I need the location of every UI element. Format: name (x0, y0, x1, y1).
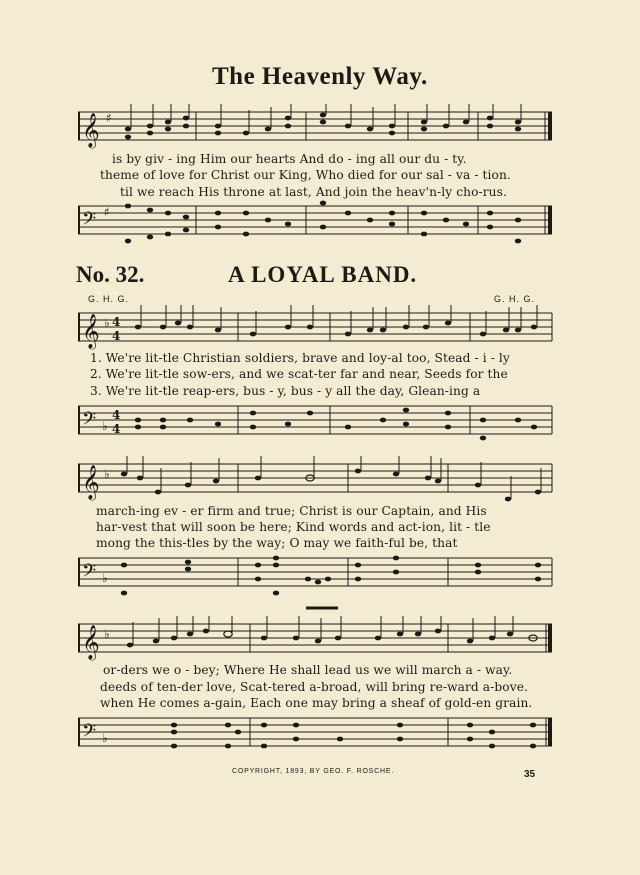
svg-text:♭: ♭ (104, 316, 110, 330)
svg-text:𝄢: 𝄢 (82, 209, 97, 234)
svg-text:𝄞: 𝄞 (82, 625, 100, 660)
system1-lyric-verse-3: 3. We're lit-tle reap-ers, bus - y, bus - y all the day, Glean-ing a (90, 384, 481, 398)
system2-lyric-verse-3: mong the this-tles by the way; O may we faith-ful be, that (96, 536, 458, 550)
svg-text:𝄢: 𝄢 (82, 721, 97, 746)
hymn1-lyric-line-1: is by giv - ing Him our hearts And do - ing all our du - ty. (112, 152, 467, 166)
hymn1-title: The Heavenly Way. (212, 63, 428, 90)
svg-text:𝄢: 𝄢 (82, 561, 97, 586)
hymn1-bass-staff (78, 200, 554, 250)
svg-text:4: 4 (112, 408, 121, 422)
svg-text:♭: ♭ (104, 627, 110, 641)
svg-text:𝄢: 𝄢 (82, 409, 97, 434)
system1-treble-staff (78, 305, 554, 351)
copyright-notice: COPYRIGHT, 1893, BY GEO. F. ROSCHE. (232, 768, 395, 775)
system3-bass-staff (78, 712, 554, 760)
system1-bass-staff (78, 400, 554, 448)
svg-text:♭: ♭ (102, 419, 108, 433)
svg-text:4: 4 (112, 315, 121, 329)
svg-text:𝄞: 𝄞 (82, 113, 100, 148)
system1-lyric-verse-1: 1. We're lit-tle Christian soldiers, brave and loy-al too, Stead - i - ly (90, 351, 510, 365)
svg-text:♭: ♭ (104, 467, 110, 481)
svg-text:♭: ♭ (102, 571, 108, 585)
svg-text:♯: ♯ (104, 205, 110, 219)
svg-text:𝄞: 𝄞 (82, 465, 100, 500)
system2-lyric-verse-2: har-vest that will soon be here; Kind words and act-ion, lit - tle (96, 520, 491, 534)
system3-treble-staff (78, 616, 554, 662)
hymn1-lyric-line-3: til we reach His throne at last, And join the heav'n-ly cho-rus. (120, 185, 507, 199)
svg-text:𝄞: 𝄞 (82, 314, 100, 349)
hymn1-treble-staff (78, 104, 554, 152)
svg-text:♭: ♭ (102, 731, 108, 745)
chord-marker-right: G. H. G. (494, 294, 536, 304)
system1-lyric-verse-2: 2. We're lit-tle sow-ers, and we scat-ter far and near, Seeds for the (90, 367, 508, 381)
system3-lyric-verse-3: when He comes a-gain, Each one may bring a sheaf of gold-en grain. (100, 696, 533, 710)
system3-lyric-verse-2: deeds of ten-der love, Scat-tered a-broad, will bring re-ward a-bove. (100, 680, 528, 694)
hymn2-number: No. 32. (76, 262, 145, 287)
hymn2-title: A LOYAL BAND. (228, 262, 418, 287)
svg-text:♯: ♯ (106, 111, 112, 125)
system3-lyric-verse-1: or-ders we o - bey; Where He shall lead us we will march a - way. (103, 663, 513, 677)
svg-text:4: 4 (112, 422, 121, 436)
page-number: 35 (524, 769, 536, 780)
chord-marker-left: G. H. G. (88, 294, 130, 304)
system2-bass-staff (78, 552, 554, 612)
svg-text:4: 4 (112, 329, 121, 343)
system2-treble-staff (78, 456, 554, 504)
hymn1-lyric-line-2: theme of love for Christ our King, Who died for our sal - va - tion. (100, 168, 511, 182)
system2-lyric-verse-1: march-ing ev - er firm and true; Christ is our Captain, and His (96, 504, 487, 518)
